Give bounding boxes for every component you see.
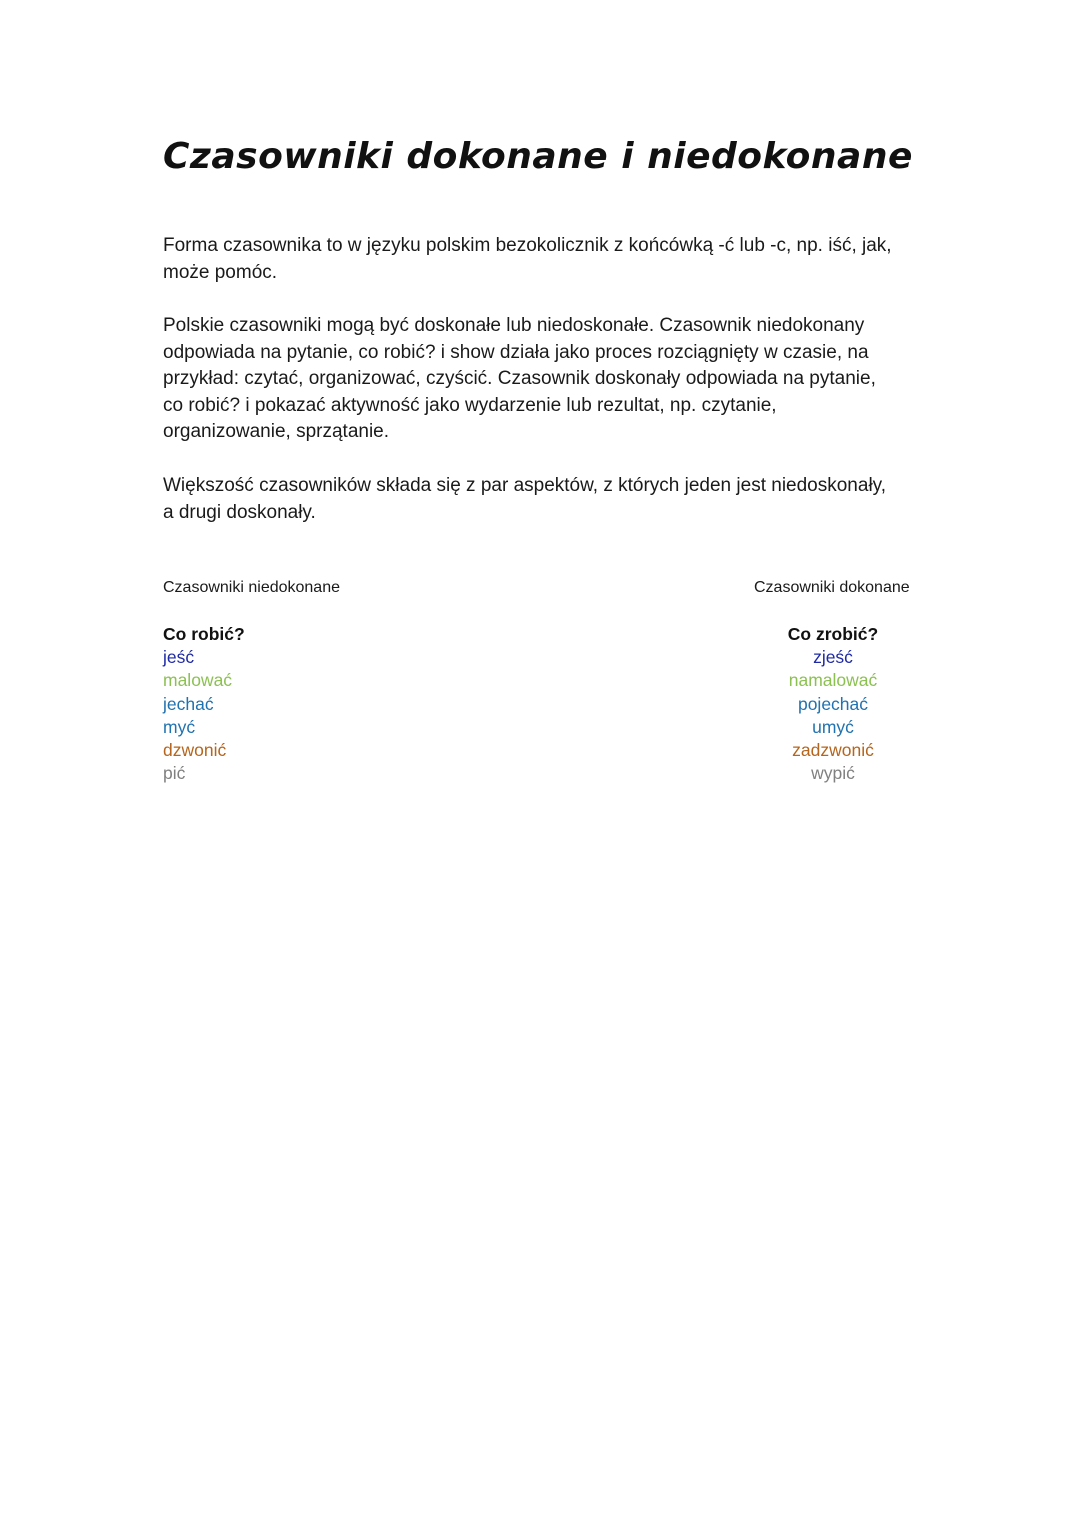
imperfective-verb: malować — [163, 670, 233, 691]
text-line: organizowanie, sprzątanie. — [163, 421, 390, 443]
aspect-paragraph — [163, 313, 933, 446]
text-line: Forma czasownika to w języku polskim bezokolicznik z końcówką -ć lub -c, np. iść, jak, — [163, 235, 892, 256]
imperfective-question: Co robić? — [163, 624, 245, 644]
perfective-verb-list — [753, 623, 913, 785]
perfective-verb: pojechać — [797, 693, 869, 714]
perfective-verb: zjeść — [813, 647, 853, 668]
text-line: co robić? i pokazać aktywność jako wydarzenie lub rezultat, np. czytanie, — [163, 394, 777, 416]
intro-paragraph — [163, 233, 933, 286]
perfective-verb: wypić — [811, 763, 855, 784]
perfective-verb: namalować — [788, 670, 878, 691]
perfective-question: Co zrobić? — [787, 624, 879, 644]
imperfective-column-label: Czasowniki niedokonane — [163, 579, 340, 596]
imperfective-verb: pić — [163, 763, 186, 784]
text-line: przykład: czytać, organizować, czyścić. Czasownik doskonały odpowiada na pytanie, — [163, 368, 876, 390]
text-line: Polskie czasowniki mogą być doskonałe lub niedoskonałe. Czasownik niedokonany — [163, 315, 865, 336]
imperfective-verb-list — [163, 623, 245, 785]
imperfective-verb: dzwonić — [163, 740, 227, 761]
page-title: Czasowniki dokonane i niedokonane — [163, 136, 913, 177]
imperfective-verb: myć — [163, 716, 196, 737]
perfective-verb: umyć — [812, 716, 854, 737]
pairs-paragraph — [163, 473, 933, 526]
text-line: może pomóc. — [163, 261, 278, 283]
perfective-column-label: Czasowniki dokonane — [754, 579, 910, 596]
imperfective-verb: jechać — [163, 693, 214, 714]
text-line: Większość czasowników składa się z par aspektów, z których jeden jest niedoskonały, — [163, 475, 887, 496]
perfective-verb: zadzwonić — [792, 740, 874, 761]
text-line: a drugi doskonały. — [163, 501, 316, 523]
imperfective-verb: jeść — [163, 647, 195, 668]
text-line: odpowiada na pytanie, co robić? i show działa jako proces rozciągnięty w czasie, na — [163, 341, 869, 363]
